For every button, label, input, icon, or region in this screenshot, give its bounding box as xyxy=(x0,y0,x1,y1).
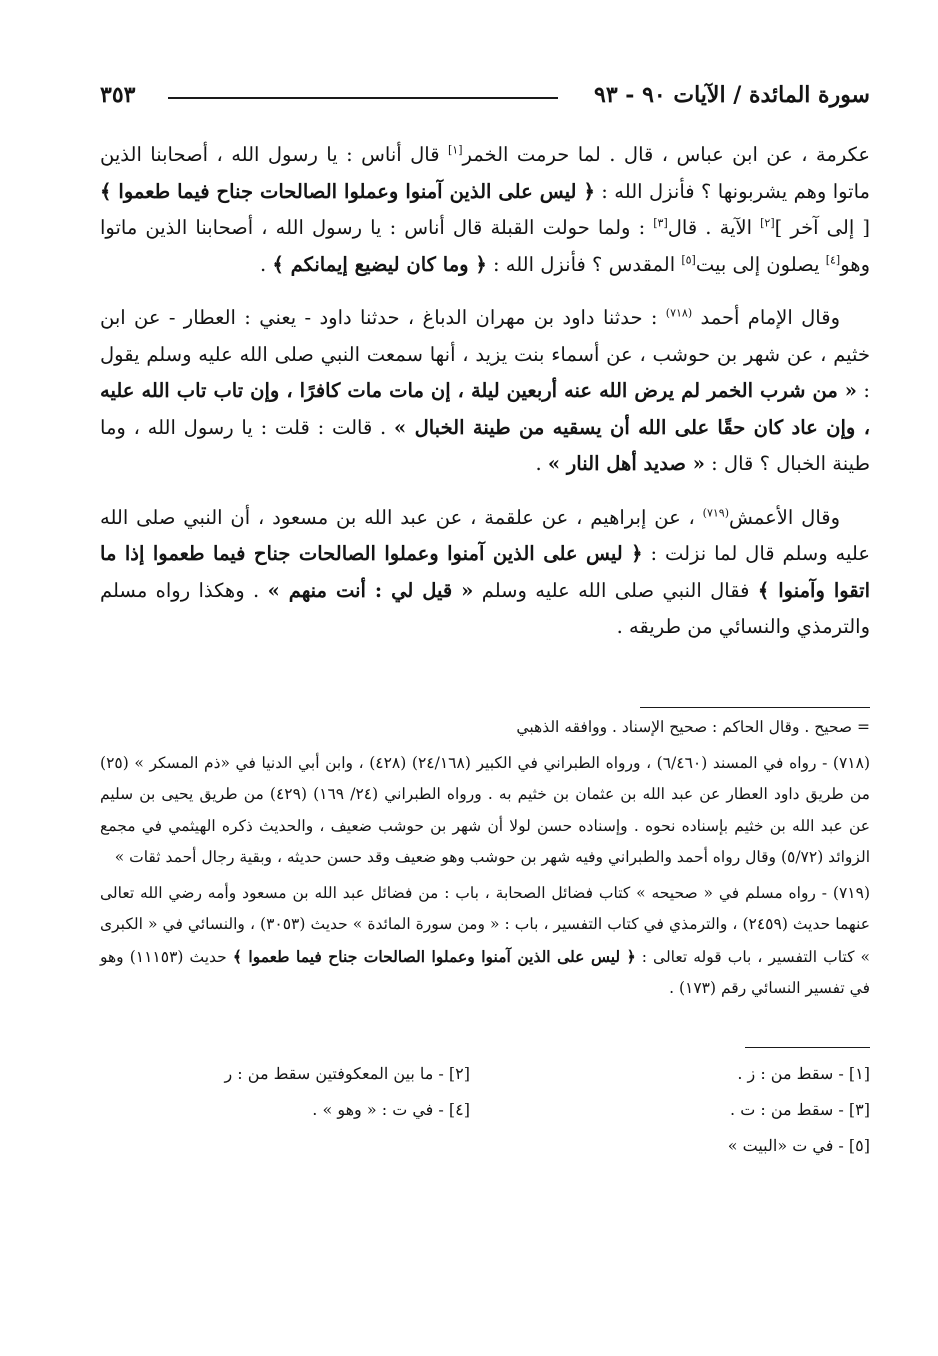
text-segment: : حدثنا داود بن مهران الدباغ ، حدثنا داود - يعني : العطار - عن ابن خثيم ، عن شهر بن حوشب ، عن أسماء بنت يزيد ، أنها سمعت النبي صلى الله عليه وسلم يقول : xyxy=(100,306,870,402)
page-header xyxy=(100,78,870,118)
footnote-marker: (٧١٩) xyxy=(702,506,729,519)
variant-marker: [٢] xyxy=(760,216,775,230)
footnote-719 xyxy=(100,878,870,1005)
text-segment: . xyxy=(259,252,273,276)
text-segment: ، عن إبراهيم ، عن علقمة ، عن عبد الله بن مسعود ، أن النبي صلى الله عليه وسلم قال لما نزلت : xyxy=(100,505,870,565)
hadith-quote: « قيل لي : أنت منهم » xyxy=(267,578,474,602)
hadith-quote: « من شرب الخمر لم يرض الله عنه أربعين ليلة ، إن مات مات كافرًا ، وإن تاب تاب الله عليه ، وإن عاد كان حقًا على الله أن يسقيه من طينة الخبال » xyxy=(100,379,870,439)
variant-marker: [٤] xyxy=(825,253,841,266)
variant-marker: [٣] xyxy=(653,216,668,230)
text-segment: . xyxy=(535,452,548,475)
text-segment: (٧١٩) - رواه مسلم في « صحيحه » كتاب فضائل الصحابة ، باب : من فضائل عبد الله بن مسعود وأمه رضي الله تعالى عنهما حديث (٢٤٥٩) ، والترمذي في كتاب التفسير ، باب : « ومن سورة المائدة » حديث (٣٠٥٣) ، والنسائي في « الكبرى » كتاب التفسير ، باب قوله تعالى : xyxy=(100,883,871,966)
text-segment: : ولما حولت القبلة قال أناس : يا رسول الله ، أصحابنا الذين ماتوا وهو xyxy=(100,216,870,276)
text-segment: وقال الأعمش xyxy=(729,505,840,529)
variant-note-1: [١] - سقط من : ز . xyxy=(737,1064,870,1083)
text-segment: . وهكذا رواه مسلم والترمذي والنسائي من طريقه . xyxy=(100,578,870,638)
text-segment: المقدس ؟ فأنزل الله : xyxy=(486,252,682,276)
hadith-quote: « صديد أهل النار » xyxy=(547,452,705,475)
text-segment: يصلون إلى بيت xyxy=(695,252,826,276)
variant-marker: [١] xyxy=(447,143,463,157)
quran-verse: ﴿ ليس على الذين آمنوا وعملوا الصالحات جناح فيما طعموا ﴾ xyxy=(100,179,595,203)
text-segment: فقال النبي صلى الله عليه وسلم xyxy=(473,578,758,602)
quran-verse: ﴿ وما كان ليضيع إيمانكم ﴾ xyxy=(272,252,487,276)
variant-notes xyxy=(100,1062,870,1172)
footnote-continuation: = صحيح . وقال الحاكم : صحيح الإسناد . ووافقه الذهبي xyxy=(516,718,870,736)
text-segment: وقال الإمام أحمد xyxy=(692,306,840,329)
variant-note-5: [٥] - في ت «البيت » xyxy=(727,1136,870,1155)
text-segment: . قالت : قلت : يا رسول الله ، وما طينة الخبال ؟ قال : xyxy=(100,415,870,475)
quran-verse: ﴿ ليس على الذين آمنوا وعملوا الصالحات جناح فيما طعموا ﴾ xyxy=(232,946,636,966)
footnote-rule xyxy=(640,707,870,708)
variant-marker: [٥] xyxy=(681,253,696,266)
footnotes xyxy=(100,712,870,1009)
text-segment: حديث (١١١٥٣) وهو في تفسير النسائي رقم (١٧٣) . xyxy=(100,947,870,997)
main-text xyxy=(100,137,870,663)
quran-verse: ﴿ ليس على الذين آمنوا وعملوا الصالحات جناح فيما طعموا إذا ما اتقوا وآمنوا ﴾ xyxy=(100,542,871,602)
paragraph-ikrima xyxy=(100,137,870,283)
surah-title: سورة المائدة / الآيات ٩٠ - ٩٣ xyxy=(594,82,870,108)
footnote-718: (٧١٨) - رواه في المسند (٦/٤٦٠) ، ورواه الطبراني في الكبير (٢٤/١٦٨) (٤٢٨) ، وابن أبي الدنيا في «ذم المسكر » (٢٥) من طريق داود العطار عن عبد الله بن عثمان بن خثيم به . ورواه الطبراني (٢٤/ ١٦٩) (٤٢٩) من طريق يحيى بن سليم عن عبد الله بن خثيم بإسناده نحوه . وإسناده حسن لولا أن شهر بن حوشب ضعيف ، والحديث ذكره الهيثمي في مجمع الزوائد (٥/٧٢) وقال رواه أحمد والطبراني وفيه شهر بن حوشب وهو ضعيف وقد حسن حديثه ، وبقية رجال أحمد ثقات » xyxy=(100,753,870,866)
variant-note-4: [٤] - في ت : « وهو » . xyxy=(312,1100,470,1119)
text-segment: الآية . قال xyxy=(667,216,761,239)
header-rule xyxy=(168,97,558,99)
text-segment: قال أناس : يا رسول الله ، أصحابنا الذين ماتوا وهم يشربونها ؟ فأنزل الله : xyxy=(100,143,870,203)
footnote-marker: (٧١٨) xyxy=(665,306,693,320)
paragraph-ahmad xyxy=(100,300,870,483)
paragraph-amash xyxy=(100,500,870,646)
variant-note-2: [٢] - ما بين المعكوفتين سقط من : ر xyxy=(224,1064,470,1083)
variant-note-3: [٣] - سقط من : ت . xyxy=(730,1100,870,1119)
variant-notes-rule xyxy=(745,1047,870,1048)
text-segment: [ إلى آخر ] xyxy=(774,216,871,239)
text-segment: عكرمة ، عن ابن عباس ، قال . لما حرمت الخمر xyxy=(462,143,870,166)
page-number: ٣٥٣ xyxy=(100,82,136,108)
